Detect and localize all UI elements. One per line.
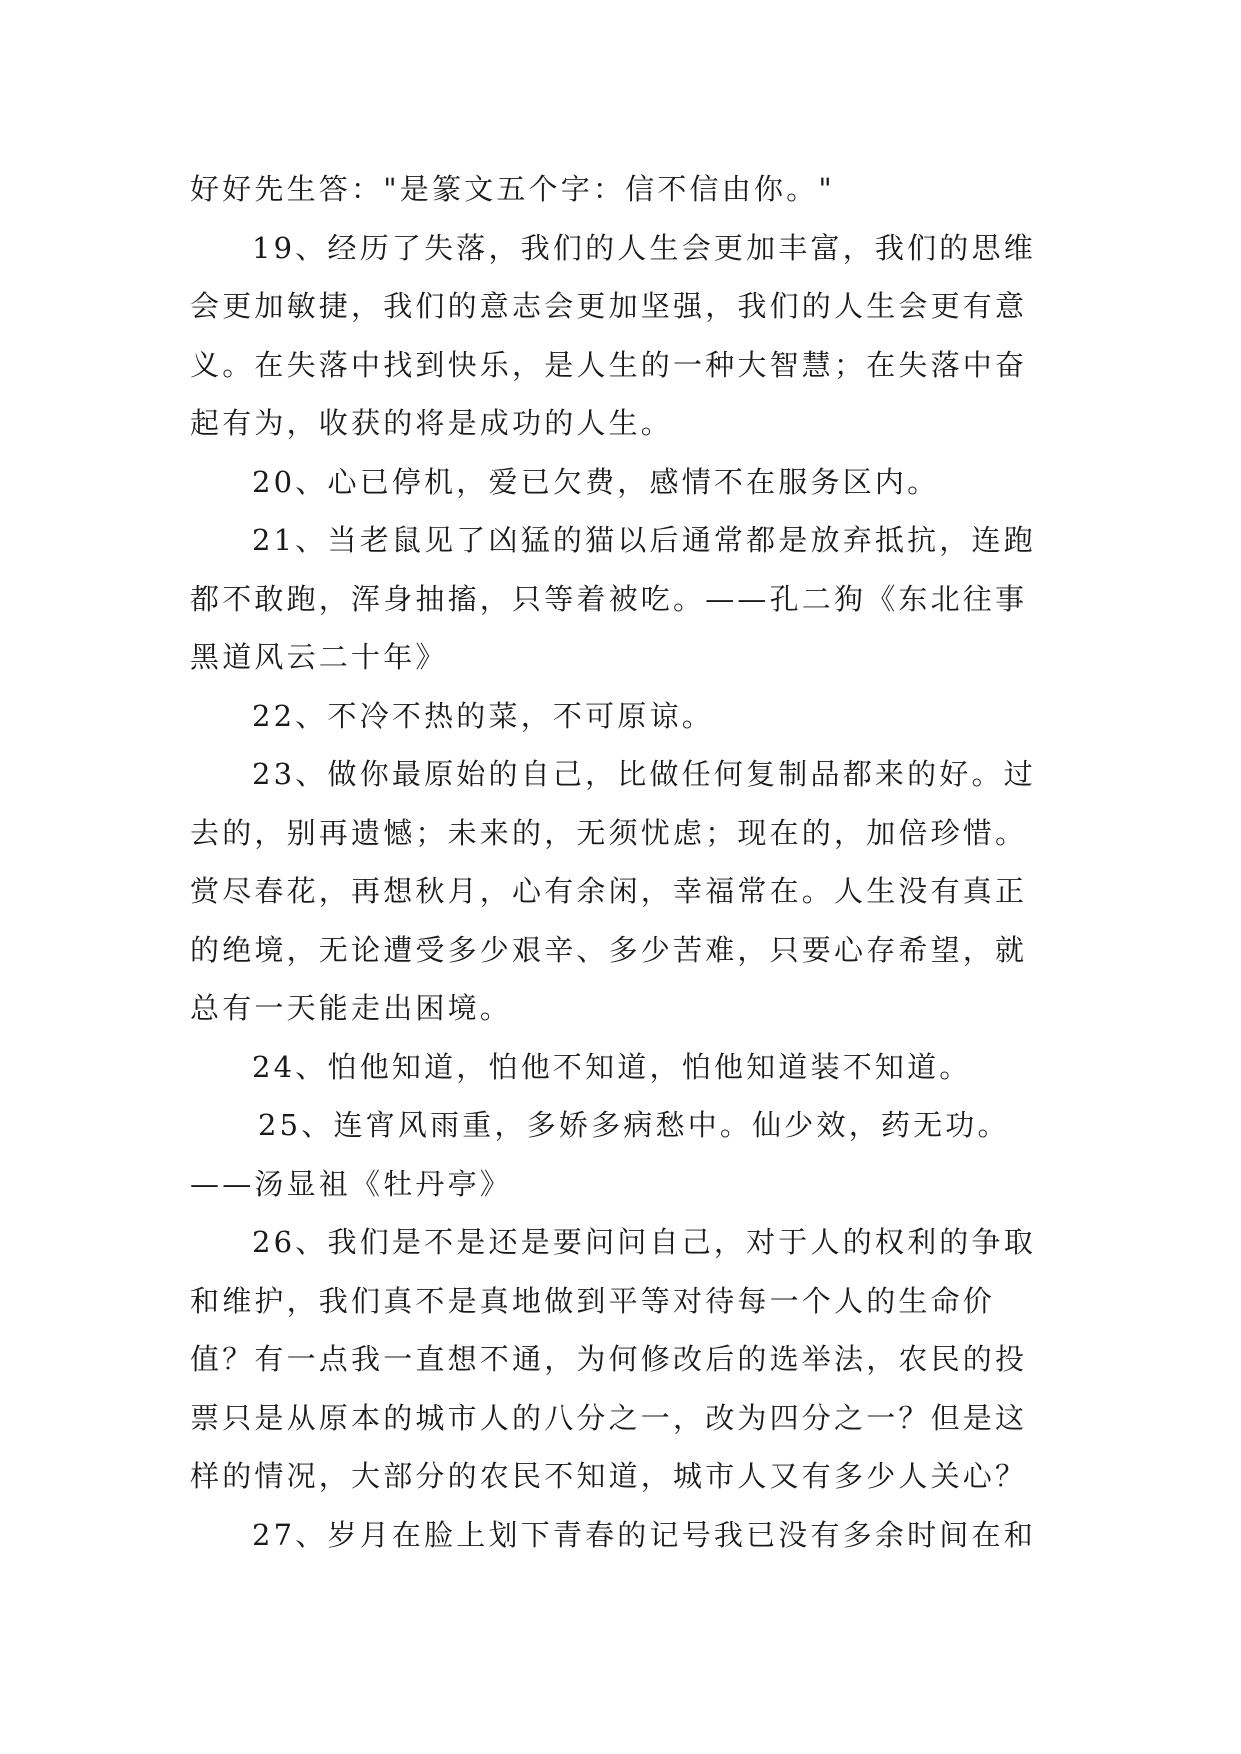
text-line: 值？有一点我一直想不通，为何修改后的选举法，农民的投 [190,1342,1028,1376]
paragraph-27 [190,1506,1052,1565]
text-line: 总有一天能走出困境。 [190,991,513,1025]
text-line: 26、我们是不是还是要问问自己，对于人的权利的争取 [252,1225,1036,1259]
text-line: 会更加敏捷，我们的意志会更加坚强，我们的人生会更有意 [190,289,1028,323]
text-line: 去的，别再遗憾；未来的，无须忧虑；现在的，加倍珍惜。 [190,815,1028,850]
paragraph-19 [190,219,1052,453]
paragraph-21 [190,511,1052,687]
text-line: 好好先生答："是篆文五个字：信不信由你。" [190,172,835,206]
paragraph-20 [190,453,1052,512]
text-line: 27、岁月在脸上划下青春的记号我已没有多余时间在和 [252,1517,1036,1552]
document-body [190,160,1052,1564]
paragraph-22 [190,687,1052,746]
text-line: 样的情况，大部分的农民不知道，城市人又有多少人关心？ [190,1459,1028,1493]
paragraph-26 [190,1213,1052,1506]
text-line: 22、不冷不热的菜，不可原谅。 [252,698,714,733]
text-line: 都不敢跑，浑身抽搐，只等着被吃。——孔二狗《东北往事 [190,581,1028,616]
paragraph-24 [190,1038,1052,1097]
text-line: 和维护，我们真不是真地做到平等对待每一个人的生命价 [190,1283,996,1318]
paragraph-25 [190,1096,1052,1213]
paragraph-23 [190,745,1052,1038]
text-line: 25、连宵风雨重，多娇多病愁中。仙少效，药无功。 [258,1108,1010,1142]
text-line: ——汤显祖《牡丹亭》 [190,1166,513,1201]
text-line: 赏尽春花，再想秋月，心有余闲，幸福常在。人生没有真正 [190,874,1028,908]
text-line: 黑道风云二十年》 [190,640,448,674]
text-line: 20、心已停机，爱已欠费，感情不在服务区内。 [252,464,940,499]
text-line: 的绝境，无论遭受多少艰辛、多少苦难，只要心存希望，就 [190,932,1028,967]
text-line: 19、经历了失落，我们的人生会更加丰富，我们的思维 [252,230,1036,265]
paragraph-18-tail [190,160,1052,219]
text-line: 24、怕他知道，怕他不知道，怕他知道装不知道。 [252,1049,972,1084]
text-line: 23、做你最原始的自己，比做任何复制品都来的好。过 [252,757,1036,791]
text-line: 义。在失落中找到快乐，是人生的一种大智慧；在失落中奋 [190,347,1028,382]
text-line: 票只是从原本的城市人的八分之一，改为四分之一？但是这 [190,1400,1028,1435]
text-line: 21、当老鼠见了凶猛的猫以后通常都是放弃抵抗，连跑 [252,523,1036,557]
text-line: 起有为，收获的将是成功的人生。 [190,406,674,440]
